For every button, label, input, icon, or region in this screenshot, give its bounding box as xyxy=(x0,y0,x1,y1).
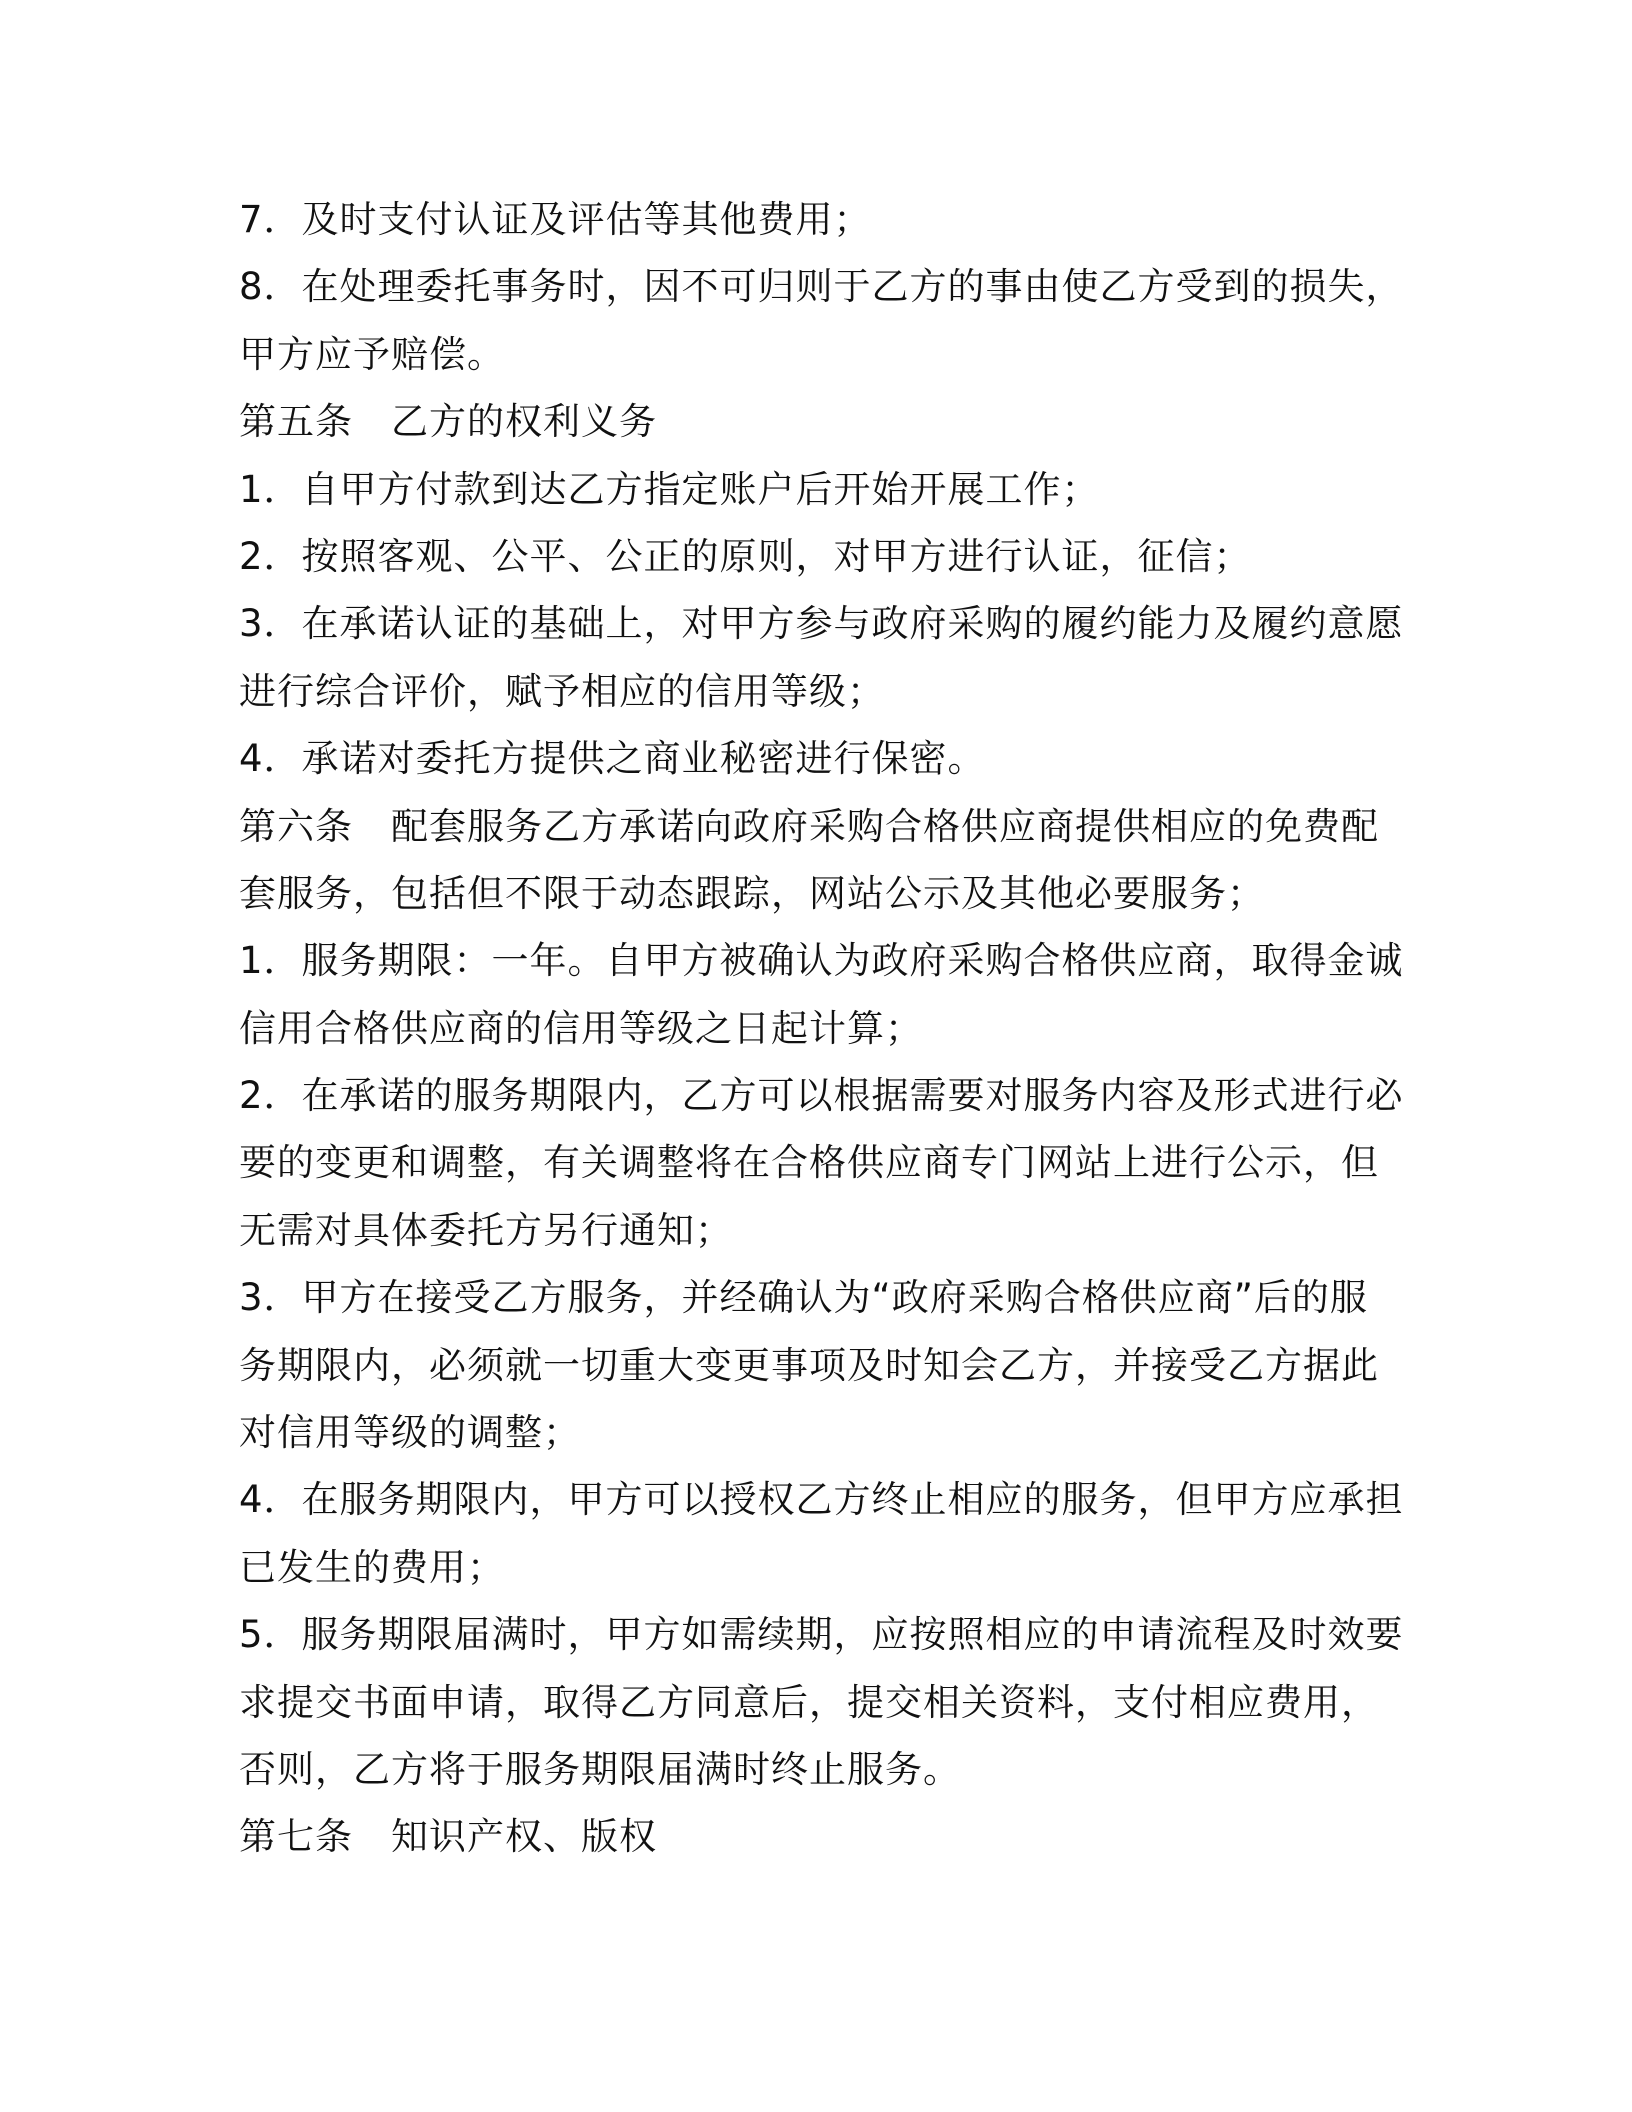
text-line: 已发生的费用； xyxy=(239,1545,505,1589)
section-heading: 第七条 知识产权、版权 xyxy=(239,1815,657,1859)
document-body xyxy=(239,186,1404,1871)
text-line: 务期限内，必须就一切重大变更事项及时知会乙方，并接受乙方据此 xyxy=(239,1343,1379,1387)
text-line: 4．承诺对委托方提供之商业秘密进行保密。 xyxy=(239,737,986,781)
text-line: 无需对具体委托方另行通知； xyxy=(239,1208,733,1252)
text-line: 8．在处理委托事务时，因不可归则于乙方的事由使乙方受到的损失， xyxy=(239,265,1404,309)
text-line: 1．自甲方付款到达乙方指定账户后开始开展工作； xyxy=(239,467,1100,511)
text-line: 5．服务期限届满时，甲方如需续期，应按照相应的申请流程及时效要 xyxy=(239,1613,1404,1657)
text-line: 1．服务期限：一年。自甲方被确认为政府采购合格供应商，取得金诚 xyxy=(239,939,1404,983)
text-line: 3．在承诺认证的基础上，对甲方参与政府采购的履约能力及履约意愿 xyxy=(239,602,1404,646)
text-line: 进行综合评价，赋予相应的信用等级； xyxy=(239,669,885,713)
text-line: 要的变更和调整，有关调整将在合格供应商专门网站上进行公示，但 xyxy=(239,1141,1379,1185)
text-line: 甲方应予赔偿。 xyxy=(239,332,505,376)
text-line: 2．在承诺的服务期限内，乙方可以根据需要对服务内容及形式进行必 xyxy=(239,1074,1404,1118)
text-line: 对信用等级的调整； xyxy=(239,1411,581,1455)
text-line: 套服务，包括但不限于动态跟踪，网站公示及其他必要服务； xyxy=(239,871,1265,915)
section-heading: 第六条 配套服务乙方承诺向政府采购合格供应商提供相应的免费配 xyxy=(239,804,1379,848)
text-line: 求提交书面申请，取得乙方同意后，提交相关资料，支付相应费用， xyxy=(239,1680,1379,1724)
text-line: 信用合格供应商的信用等级之日起计算； xyxy=(239,1006,923,1050)
section-heading: 第五条 乙方的权利义务 xyxy=(239,400,657,444)
text-line: 3．甲方在接受乙方服务，并经确认为“政府采购合格供应商”后的服 xyxy=(239,1276,1368,1320)
text-line: 否则，乙方将于服务期限届满时终止服务。 xyxy=(239,1747,961,1791)
text-line: 7．及时支付认证及评估等其他费用； xyxy=(239,198,872,241)
text-line: 4．在服务期限内，甲方可以授权乙方终止相应的服务，但甲方应承担 xyxy=(239,1478,1404,1522)
text-line: 2．按照客观、公平、公正的原则，对甲方进行认证，征信； xyxy=(239,534,1252,578)
